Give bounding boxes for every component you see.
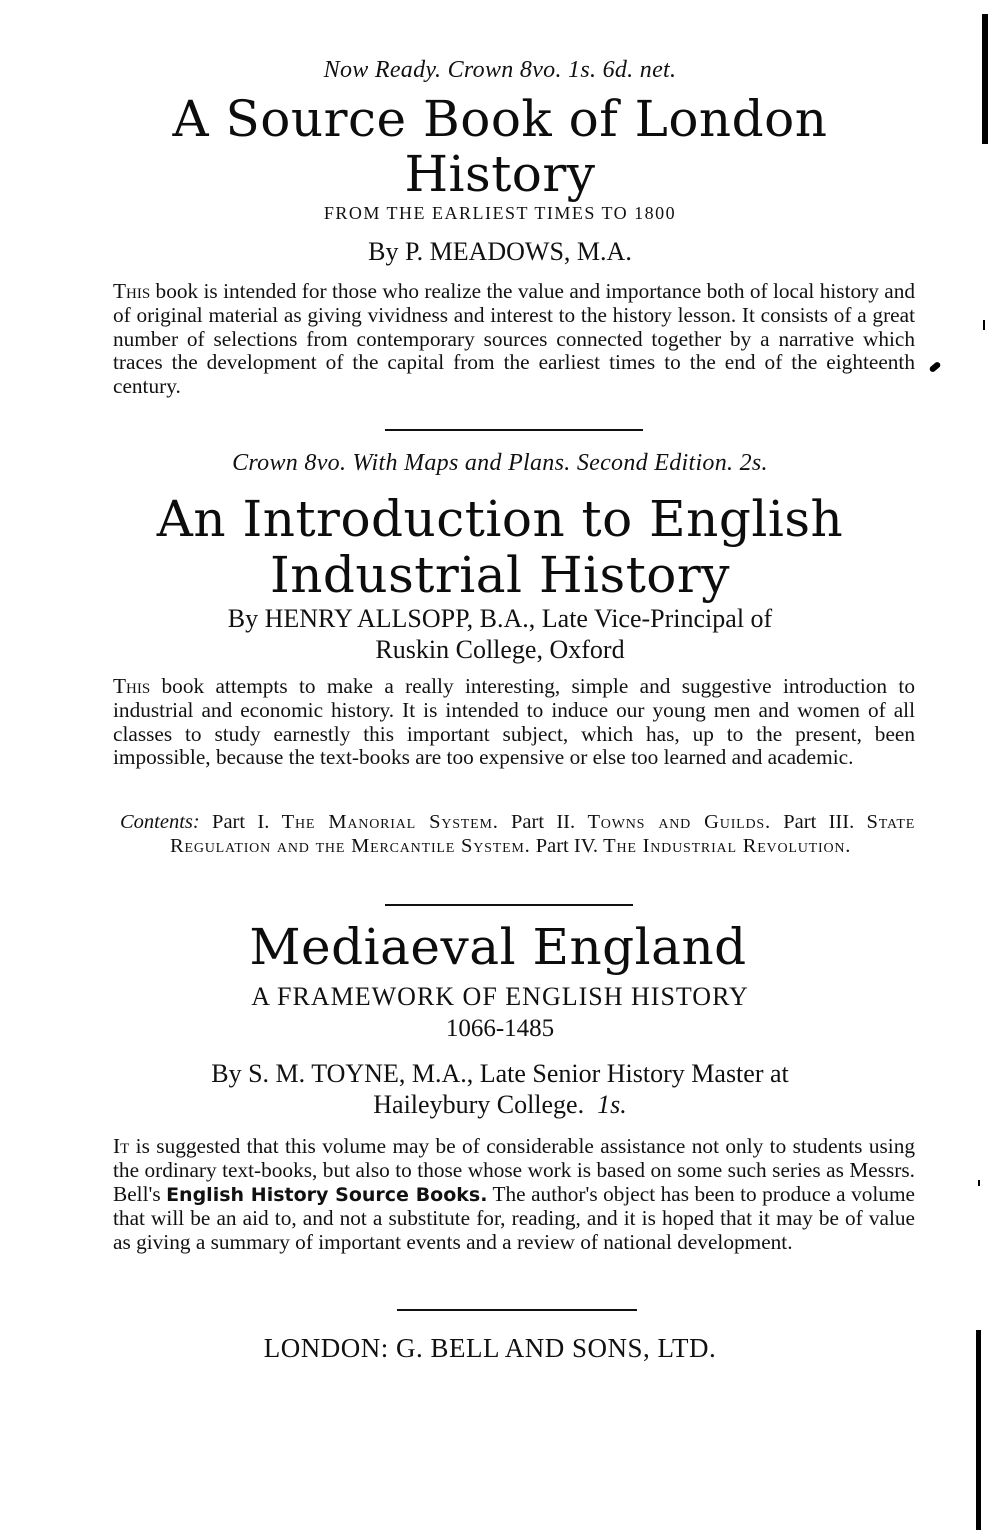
contents-label: Contents:	[120, 811, 200, 833]
contents-part-3-num: Part III.	[783, 811, 855, 833]
book3-description-text-2: The author's object has been to produce a volume that will be an aid to, and not a substitute for, reading, and it is hoped that it may be of value as giving a summary of important events and a review of national development.	[113, 1181, 915, 1255]
divider-1	[385, 429, 643, 431]
contents-part-4-num: Part IV.	[535, 835, 598, 857]
contents-part-1-name: The Manorial System.	[281, 811, 499, 833]
book2-description-lead: This	[113, 674, 151, 698]
book2-description	[113, 675, 915, 770]
book3-description-lead: It	[113, 1134, 130, 1158]
book3-byline-line1: By S. M. TOYNE, M.A., Late Senior History Master at	[211, 1059, 789, 1088]
book1-description-text: book is intended for those who realize the value and importance both of local history and of original material as giving vividness and interest to the history lesson. It consists of a great number of selections from contemporary sources connected together by a narrative which traces the development of the capital from the earliest times to the end of the eighteenth century.	[113, 279, 915, 399]
publisher-imprint: LONDON: G. BELL AND SONS, LTD.	[263, 1333, 717, 1363]
divider-3	[397, 1309, 637, 1311]
book1-title-line1: A Source Book of London	[172, 90, 828, 148]
book3-price: 1s.	[597, 1090, 627, 1119]
book3-byline-college: Haileybury College.	[373, 1090, 585, 1119]
book3-description-text-1: is suggested that this volume may be of considerable assistance not only to students using the ordinary text-books, but also to those whose work is based on some such series as Messrs. Bell's	[113, 1134, 915, 1206]
book2-byline-line2: Ruskin College, Oxford	[375, 635, 625, 664]
book3-description	[113, 1135, 915, 1255]
contents-part-1-num: Part I.	[212, 811, 270, 833]
contents-part-2-num: Part II.	[511, 811, 576, 833]
scan-dot	[978, 1180, 980, 1186]
contents-part-3-name: State Regulation and the Mercantile System.	[170, 811, 916, 857]
book1-subtitle: FROM THE EARLIEST TIMES TO 1800	[323, 203, 677, 223]
book2-byline-line1: By HENRY ALLSOPP, B.A., Late Vice-Principal of	[227, 604, 773, 633]
book1-byline: By P. MEADOWS, M.A.	[368, 237, 632, 266]
book2-contents	[120, 810, 915, 858]
book2-imprint: Crown 8vo. With Maps and Plans. Second Edition. 2s.	[232, 450, 768, 476]
contents-part-2-name: Towns and Guilds.	[587, 811, 771, 833]
book1-description-lead: This	[113, 279, 151, 303]
book2-description-text: book attempts to make a really interesting, simple and suggestive introduction to industrial and economic history. It is intended to induce our young men and women of all classes to study earnestly this important subject, which has, up to the present, been impossible, because the text-books are too expensive or else too learned and academic.	[113, 674, 915, 770]
book1-imprint: Now Ready. Crown 8vo. 1s. 6d. net.	[323, 57, 677, 83]
ink-mark	[928, 361, 941, 373]
divider-2	[385, 904, 633, 906]
scan-dot	[983, 320, 985, 330]
book2-title-line1: An Introduction to English	[156, 490, 844, 548]
book1-title-line2: History	[404, 145, 596, 203]
book3-byline-line2	[0, 1089, 1000, 1120]
book3-dates: 1066-1485	[445, 1015, 555, 1042]
contents-part-4-name: The Industrial Revolution.	[603, 835, 852, 857]
book3-description-series: English History Source Books.	[166, 1183, 488, 1206]
scan-edge-top	[982, 14, 988, 144]
book1-description	[113, 280, 915, 399]
book3-title: Mediaeval England	[249, 918, 747, 976]
book3-subtitle: A FRAMEWORK OF ENGLISH HISTORY	[251, 982, 749, 1011]
scan-edge-bottom	[976, 1330, 981, 1530]
book2-title-line2: Industrial History	[269, 546, 731, 604]
